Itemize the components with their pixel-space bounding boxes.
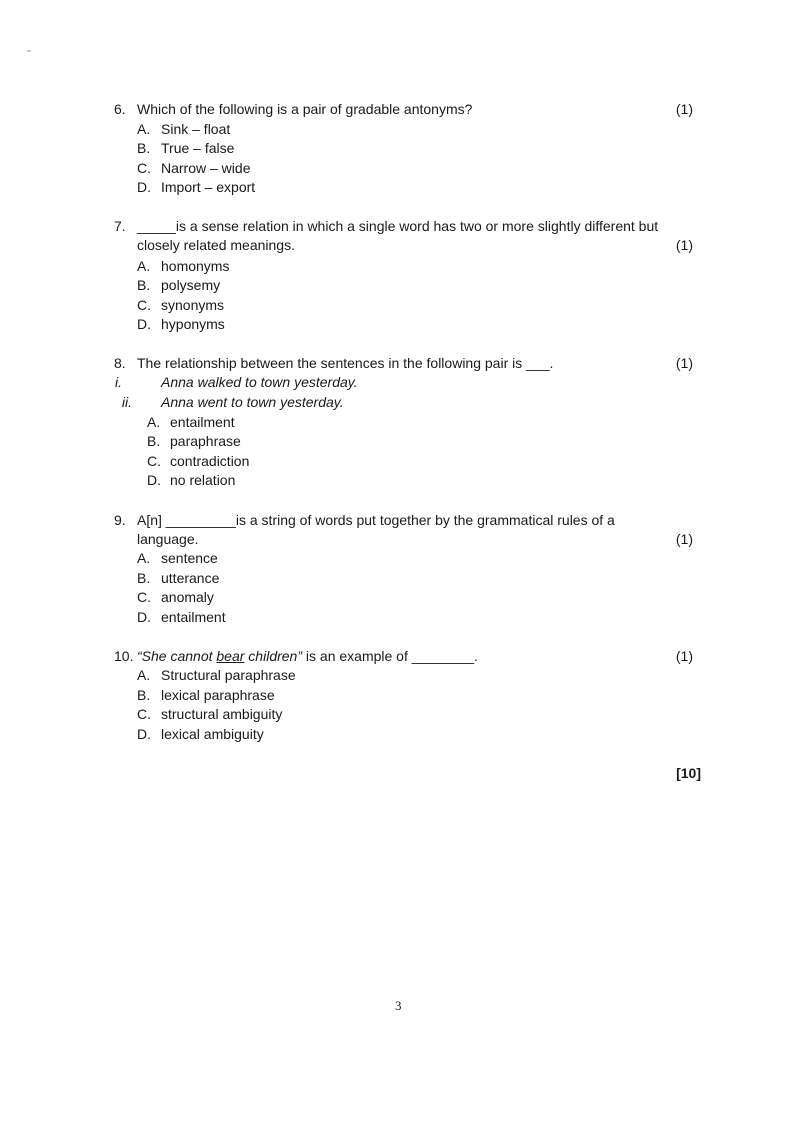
option-letter: C. [137,297,151,313]
question-text-after: is an example of ________. [302,648,478,664]
option-text: synonyms [161,297,225,313]
option-text: True – false [161,140,235,156]
option-letter: B. [137,687,151,703]
option-letter: D. [137,726,151,742]
option-letter: C. [137,160,151,176]
option-letter: B. [137,277,151,293]
option-letter: B. [137,140,151,156]
question-marks: (1) [675,648,693,664]
option-text: lexical paraphrase [161,687,275,703]
question-text: Which of the following is a pair of gradable antonyms? [137,101,473,117]
question-number: 8. [114,355,126,371]
question-text-line-1: _____is a sense relation in which a single word has two or more slightly different but [137,218,659,234]
option-text: no relation [170,472,236,488]
option-text: sentence [161,550,218,566]
question-number: 7. [114,218,126,234]
option-letter: A. [147,414,161,430]
option-letter: B. [147,433,161,449]
question-text-line-2: closely related meanings. [137,237,295,253]
question-text: The relationship between the sentences in the following pair is ___. [137,355,554,371]
option-text: lexical ambiguity [161,726,264,742]
sentence-text: Anna went to town yesterday. [161,394,344,410]
option-text: paraphrase [170,433,241,449]
question-marks: (1) [675,237,693,253]
question-text [137,647,478,665]
option-text: polysemy [161,277,221,293]
question-number: 10. [114,648,134,664]
question-number: 9. [114,512,126,528]
sentence-numeral: i. [115,374,122,390]
option-letter: A. [137,121,151,137]
option-text: Import – export [161,179,256,195]
option-letter: B. [137,570,151,586]
option-letter: D. [137,179,151,195]
option-text: contradiction [170,453,250,469]
quote-open: “She cannot [137,648,217,664]
option-text: utterance [161,570,220,586]
page-number: 3 [395,998,402,1013]
option-text: entailment [161,609,226,625]
option-text: anomaly [161,589,214,605]
option-text: Narrow – wide [161,160,251,176]
quote-close: children” [244,648,303,664]
option-letter: C. [137,706,151,722]
scan-speck [27,50,31,52]
option-text: homonyms [161,258,230,274]
option-text: Sink – float [161,121,231,137]
option-letter: A. [137,667,151,683]
question-marks: (1) [675,355,693,371]
option-letter: C. [137,589,151,605]
question-text-line-1: A[n] _________is a string of words put together by the grammatical rules of a [137,512,615,528]
option-text: entailment [170,414,235,430]
option-letter: D. [137,316,151,332]
option-letter: C. [147,453,161,469]
quote-underlined-word: bear [216,648,245,664]
question-marks: (1) [675,101,693,117]
question-number: 6. [114,101,126,117]
section-total-marks: [10] [676,765,701,781]
option-text: hyponyms [161,316,225,332]
option-letter: A. [137,550,151,566]
sentence-numeral: ii. [121,394,132,410]
option-letter: D. [137,609,151,625]
option-text: Structural paraphrase [161,667,296,683]
option-letter: A. [137,258,151,274]
option-letter: D. [147,472,161,488]
option-text: structural ambiguity [161,706,283,722]
sentence-text: Anna walked to town yesterday. [161,374,358,390]
question-marks: (1) [675,531,693,547]
question-text-line-2: language. [137,531,199,547]
